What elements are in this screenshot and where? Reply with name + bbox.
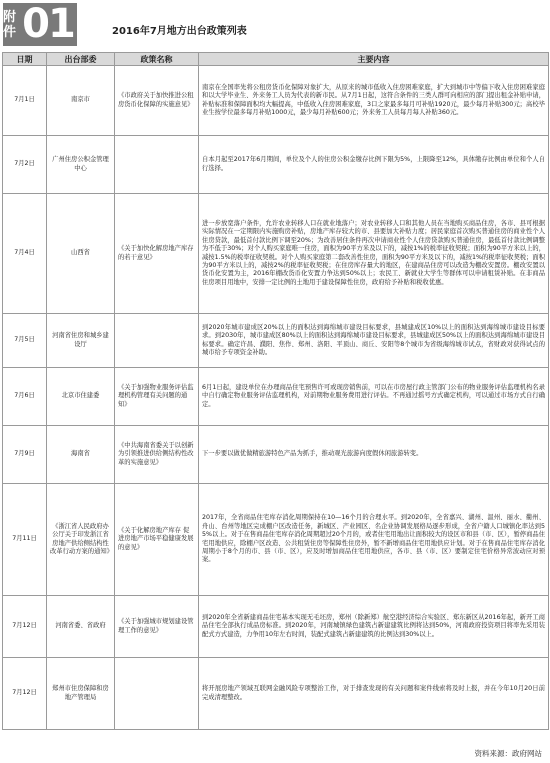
row-dept: 南京市 [47, 66, 115, 136]
table-header-row [3, 53, 549, 66]
row-doc [115, 136, 199, 194]
row-date: 7月12日 [3, 596, 47, 658]
header-dept: 出台部委 [47, 53, 115, 66]
page-title: 2016年7月地方出台政策列表 [112, 26, 247, 37]
row-date: 7月1日 [3, 66, 47, 136]
row-date: 7月11日 [3, 484, 47, 596]
row-date: 7月4日 [3, 194, 47, 314]
table-row [3, 426, 549, 484]
header-content: 主要内容 [199, 53, 549, 66]
row-doc: 《关于加强物业服务评估监理机构管理有关问题的通知》 [115, 368, 199, 426]
badge-prefix-text: 附件 [3, 9, 17, 40]
row-content: 到2020年城市建成区20%以上的面积达到海绵城市建设目标要求，县城建成区10%以上的面积达到海绵城市建设目标要求。到2030年，城市建成区80%以上的面积达到海绵城市建设目标要求，县城建成区50%以上的面积达到海绵城市建设目标要求。确定许昌、濮阳、焦作、郑州、洛阳、平顶山、商丘、安阳等8个城市为省级海绵城市试点，省财政对获得试点的城市给予专项资金补助。 [199, 314, 549, 368]
row-content: 下一步要以做优做精旅游特色产品为抓手，推动观光旅游向度假休闲旅游转变。 [199, 426, 549, 484]
row-doc: 《中共海南省委关于以创新为引领推进供给侧结构性改革的实施意见》 [115, 426, 199, 484]
row-dept: 海南省 [47, 426, 115, 484]
row-content: 自本月起至2017年6月期间，单位及个人的住房公积金缴存比例下限为5%，上限降至12%，具体缴存比例由单位和个人自行选择。 [199, 136, 549, 194]
table-row [3, 136, 549, 194]
row-doc [115, 658, 199, 730]
table-row [3, 484, 549, 596]
row-doc: 《关于加强城市规划建设管理工作的意见》 [115, 596, 199, 658]
row-doc [115, 314, 199, 368]
row-dept: 河南省住房和城乡建设厅 [47, 314, 115, 368]
table-row [3, 314, 549, 368]
row-doc: 《市政府关于加快推进公租房货币化保障的实施意见》 [115, 66, 199, 136]
row-content: 将开展房地产领域互联网金融风险专项整治工作，对于排查发现的有关问题和案件线索将及时上报，并在今年10月20日前完成清理整改。 [199, 658, 549, 730]
row-date: 7月5日 [3, 314, 47, 368]
row-date: 7月12日 [3, 658, 47, 730]
table-row [3, 658, 549, 730]
source-note: 资料来源：政府网站 [474, 749, 542, 758]
row-content: 南京在全国率先将公租房货币化保障对象扩大，从原来的城市低收入住房困难家庭，扩大到城市中等偏下收入住房困难家庭和以大学毕业生、外来务工人员为代表的新市民。从7月1日起，这符合条件的三类人群可向相应的部门提出租金补贴申请，补贴标准和保障面积均大幅提高，中低收入住房困难家庭，3口之家最多每月可补贴1920元，最少每月补贴300元；高校毕业生按学位最多每月补贴1000元，最少每月补贴600元；外来务工人员每月每人补贴360元。 [199, 66, 549, 136]
table-row [3, 66, 549, 136]
row-date: 7月2日 [3, 136, 47, 194]
row-dept: 《浙江省人民政府办公厅关于印发浙江省房地产供给侧结构性改革行动方案的通知》 [47, 484, 115, 596]
row-dept: 北京市住建委 [47, 368, 115, 426]
row-date: 7月9日 [3, 426, 47, 484]
row-content: 到2020年全省新建商品住宅基本实现无毛坯房，郑州（除新郑）航空港经济综合实验区、郑东新区从2016年起，新开工商品住宅全部执行成品房标准。到2020年，河南城镇绿色建筑占新建建筑比例将达到50%，河南政府投资项目将率先采用装配式方式建造，力争用10年左右时间，装配式建筑占新建建筑的比例达到30%以上。 [199, 596, 549, 658]
badge-number: 01 [22, 1, 74, 47]
header-doc: 政策名称 [115, 53, 199, 66]
header-date: 日期 [3, 53, 47, 66]
attachment-badge [3, 3, 77, 46]
row-doc: 《关于加快化解房地产库存的若干意见》 [115, 194, 199, 314]
table-row [3, 596, 549, 658]
row-content: 2017年，全省商品住宅库存消化周期保持在10—16个月的合理水平。到2020年，全省嘉兴、湖州、温州、丽水、衢州、舟山、台州等地区完成棚户区改造任务，新城区、产业园区、名企业协调发展格局逐步形成，全省户籍人口城镇化率达到55%以上。对于在售商品住宅库存消化周期超过20个月的，或者住宅用地出让面积较大的设区市和县（市、区），暂停商品住宅用地供应，除棚户区改造、公共租赁住房等保障性住房外，暂不新增商品住宅用地供应计划。对于在售商品住宅库存消化周期小于8个月的市、县（市、区），应及时增加商品住宅用地供应，各市、县（市、区）要制定住宅价格异常波动应对预案。 [199, 484, 549, 596]
row-doc: 《关于化解房地产库存 促进房地产市场平稳健康发展的意见》 [115, 484, 199, 596]
row-content: 进一步放宽落户条件，允许农业转移人口在就业地落户；对农业转移人口和其他人员在当地购买商品住房，各市、县可根据实际情况在一定期限内实施购房补贴，房地产库存较大的市、县要加大补贴力度；居民家庭首次购买普通住房的商业性个人住房贷款，最低首付款比例下调至20%；为改善居住条件再次申请商业性个人住房贷款购买普通住房，最低首付款比例调整为不低于30%；对个人购买家庭唯一住房，面积为90平方米及以下的，减按1%的税率征收契税；面积为90平方米以上的，减按1.5%的税率征收契税。对个人购买家庭第二套改善性住房，面积为90平方米及以下的，减按1%的税率征收契税；面积为90平方米以上的，减按2%的税率征收契税；在住房库存量大的地区，在建商品住房可以改造为棚改安置房。棚改安置以货币化安置为主，2016年棚改货币化安置力争达到50%以上；农民工、新就业大学生等群体可以申请租赁补贴。在非商品住房项目用地中，安排一定比例的土地用于建设保障性住房，政府给予补贴和税收优惠。 [199, 194, 549, 314]
policy-table [2, 52, 549, 730]
row-dept: 广州住房公积金管理中心 [47, 136, 115, 194]
row-dept: 河南省委、省政府 [47, 596, 115, 658]
table-row [3, 368, 549, 426]
row-date: 7月6日 [3, 368, 47, 426]
row-dept: 山西省 [47, 194, 115, 314]
badge-prefix [3, 3, 19, 46]
row-dept: 郑州市住房保障和房地产管理局 [47, 658, 115, 730]
row-content: 6月1日起，建设单位在办理商品住宅预售许可或现房销售前，可以在市房屋行政主管部门公布的物业服务评估监理机构名录中自行确定物业服务评估监理机构，对前期物业服务费用进行评估。不再通过摇号方式确定机构，可以通过市场方式自行确定。 [199, 368, 549, 426]
table-row [3, 194, 549, 314]
